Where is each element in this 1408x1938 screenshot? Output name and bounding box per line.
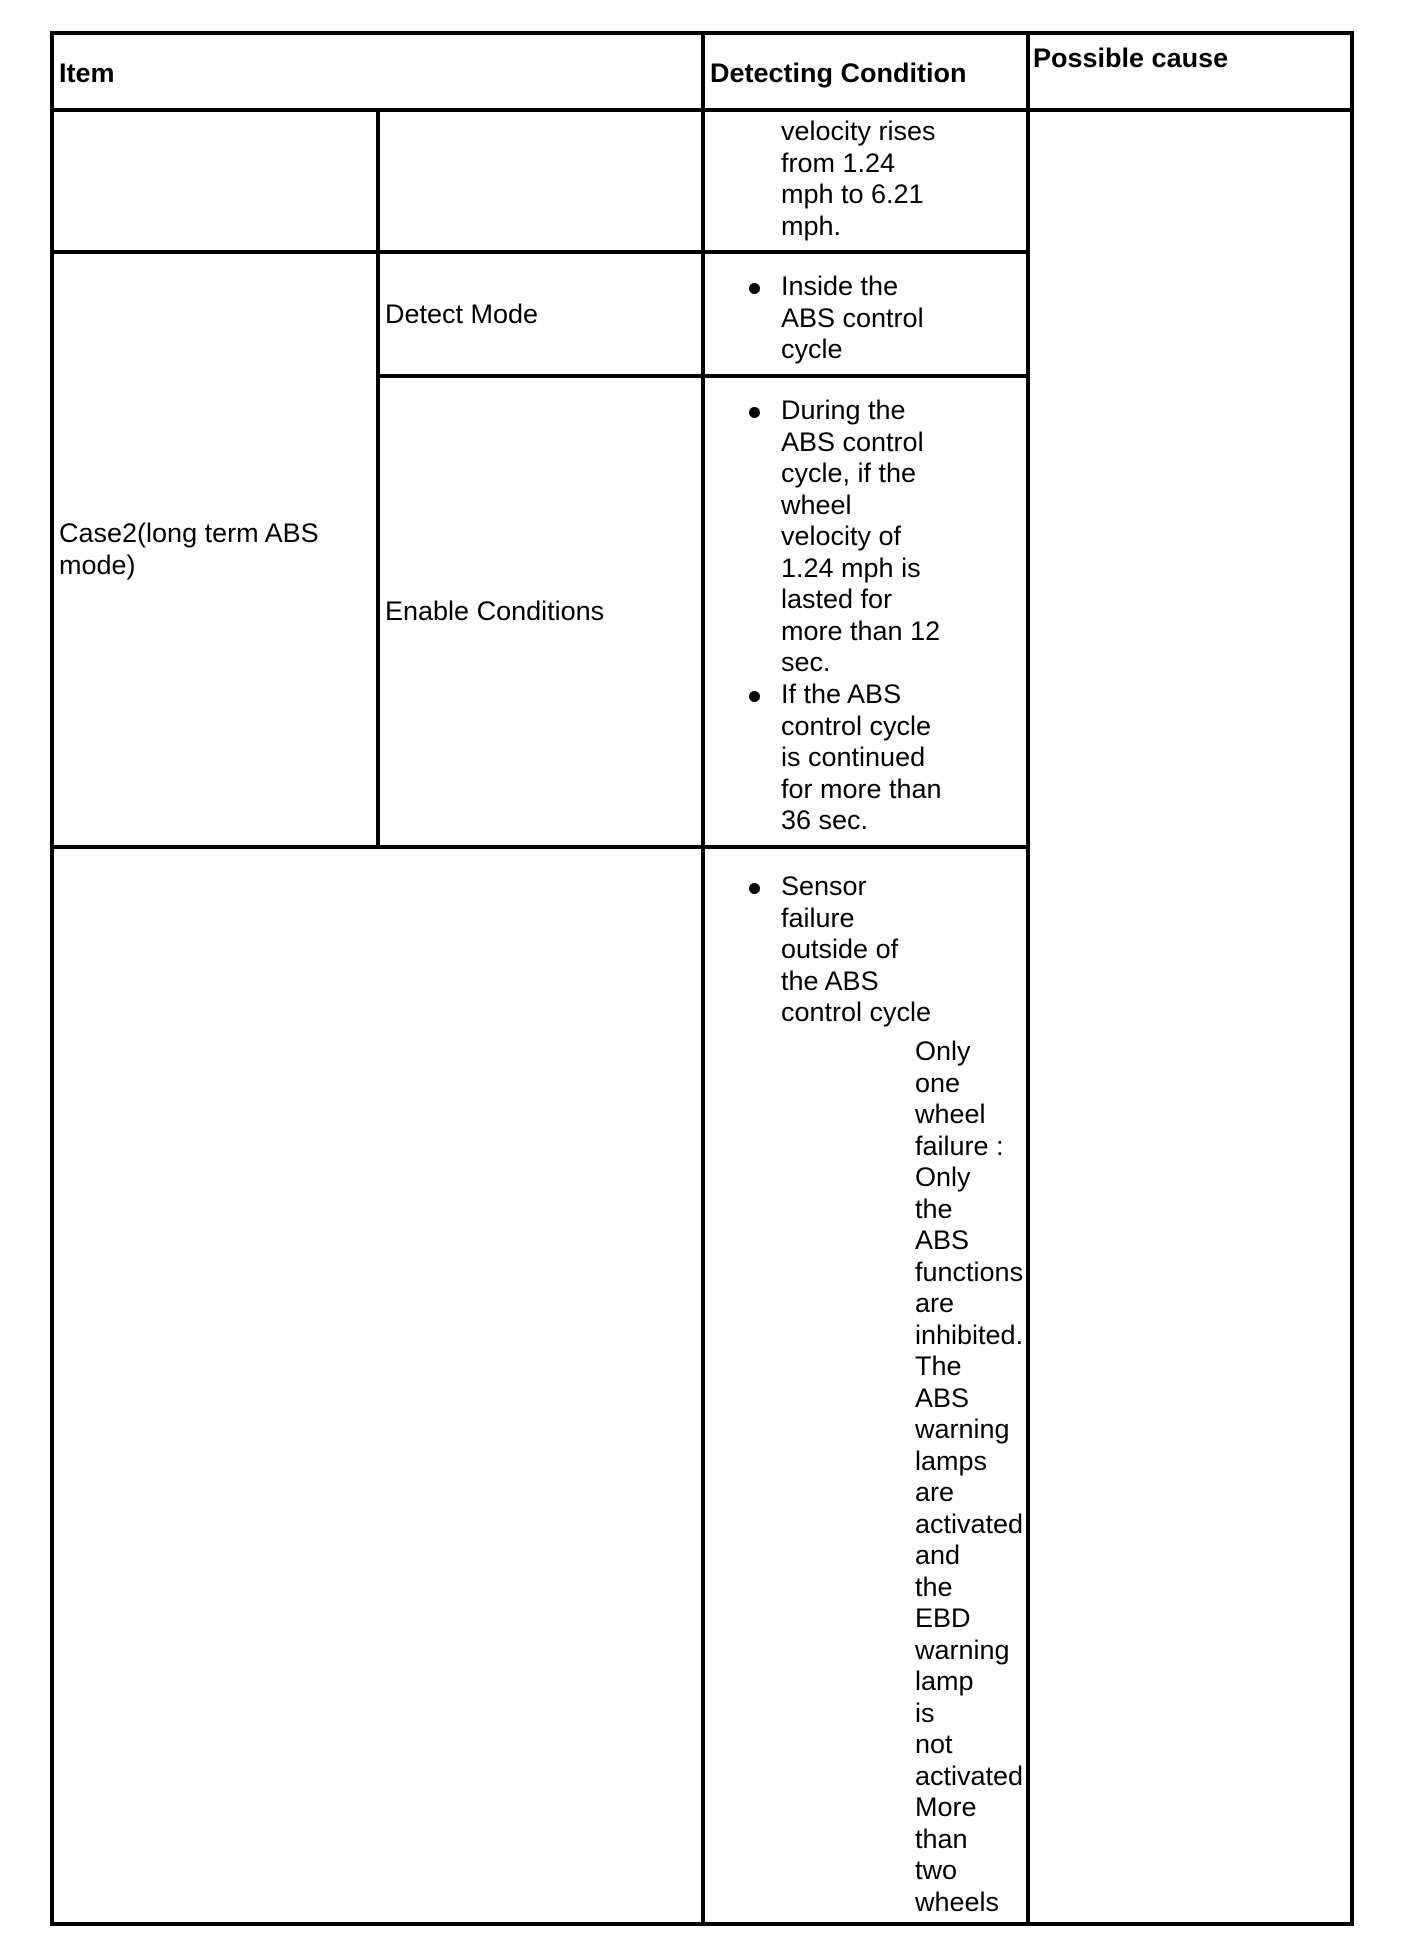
condition-line: Sensor xyxy=(781,871,867,901)
detail-line: activated xyxy=(915,1760,1024,1791)
detail-line: than xyxy=(915,1823,968,1854)
detail-line: Only xyxy=(915,1036,971,1066)
detail-line: The xyxy=(915,1351,962,1381)
sensor-failure-condition xyxy=(781,871,931,1029)
condition-line: velocity rises xyxy=(781,116,936,146)
condition-line: wheel xyxy=(781,489,852,520)
enable-conditions-label: Enable Conditions xyxy=(385,596,605,626)
bullet-icon xyxy=(749,283,760,294)
detail-line: failure : xyxy=(915,1130,1004,1161)
condition-line: control cycle xyxy=(781,997,932,1027)
enable-condition-1 xyxy=(781,395,940,679)
detail-line: inhibited. xyxy=(915,1319,1024,1350)
condition-line: ABS control xyxy=(781,426,924,457)
condition-line: ABS control xyxy=(781,302,924,333)
detect-mode-label: Detect Mode xyxy=(385,299,539,329)
detail-line: EBD xyxy=(915,1603,971,1633)
condition-line: cycle xyxy=(781,334,843,364)
condition-line: more than 12 xyxy=(781,615,941,646)
condition-line: outside of xyxy=(781,934,899,964)
detail-line: wheels xyxy=(915,1886,1000,1917)
condition-line: velocity of xyxy=(781,521,902,551)
case2-label-line: Case2(long term ABS xyxy=(59,518,319,548)
detail-line: activated xyxy=(915,1508,1024,1539)
bullet-icon xyxy=(749,691,760,702)
condition-line: failure xyxy=(781,902,855,933)
border-condition-right xyxy=(1026,31,1030,1926)
condition-line: lasted for xyxy=(781,584,893,614)
detail-line: are xyxy=(915,1288,955,1318)
case2-label xyxy=(59,518,319,581)
condition-line: mph. xyxy=(781,210,842,241)
condition-line: cycle, if the xyxy=(781,458,917,488)
detail-line: lamps xyxy=(915,1445,988,1476)
row1-condition xyxy=(781,116,936,242)
detail-line: one xyxy=(915,1067,961,1098)
border-right xyxy=(1350,31,1354,1926)
condition-line: from 1.24 xyxy=(781,147,896,178)
case2-label-line: mode) xyxy=(59,549,136,580)
detail-line: and xyxy=(915,1540,961,1570)
condition-line: During the xyxy=(781,395,906,425)
border-case2-bottom xyxy=(50,845,1030,849)
header-item: Item xyxy=(59,58,115,88)
detail-line: wheel xyxy=(915,1099,986,1129)
detail-line: warning xyxy=(915,1634,1010,1665)
sensor-failure-detail xyxy=(915,1036,1023,1918)
condition-line: for more than xyxy=(781,773,942,804)
condition-line: Inside the xyxy=(781,271,899,301)
detail-line: ABS xyxy=(915,1382,970,1413)
header-detecting-condition: Detecting Condition xyxy=(710,58,967,88)
bullet-icon xyxy=(749,407,760,418)
detail-line: are xyxy=(915,1477,955,1507)
enable-condition-2 xyxy=(781,679,942,837)
condition-line: control cycle xyxy=(781,710,932,741)
border-item-sub xyxy=(376,108,380,849)
detect-mode-condition xyxy=(781,271,924,366)
detail-line: the xyxy=(915,1571,953,1602)
condition-line: 36 sec. xyxy=(781,805,869,835)
condition-line: If the ABS xyxy=(781,679,902,709)
detail-line: Only xyxy=(915,1162,971,1192)
detail-line: the xyxy=(915,1193,953,1224)
condition-line: sec. xyxy=(781,647,831,677)
detail-line: warning xyxy=(915,1414,1010,1444)
detail-line: ABS xyxy=(915,1225,970,1255)
detail-line: not xyxy=(915,1729,953,1759)
bullet-icon xyxy=(749,883,760,894)
header-possible-cause: Possible cause xyxy=(1033,43,1229,73)
border-item-right xyxy=(701,31,705,1926)
detail-line: More xyxy=(915,1792,977,1822)
border-row1-bottom xyxy=(50,250,1030,254)
condition-line: 1.24 mph is xyxy=(781,552,921,583)
border-left xyxy=(50,31,54,1926)
condition-line: the ABS xyxy=(781,965,879,996)
detail-line: lamp xyxy=(915,1666,974,1696)
detail-line: functions xyxy=(915,1256,1024,1287)
condition-line: is continued xyxy=(781,742,926,772)
detail-line: is xyxy=(915,1697,935,1728)
condition-line: mph to 6.21 xyxy=(781,179,924,209)
detail-line: two xyxy=(915,1855,958,1885)
